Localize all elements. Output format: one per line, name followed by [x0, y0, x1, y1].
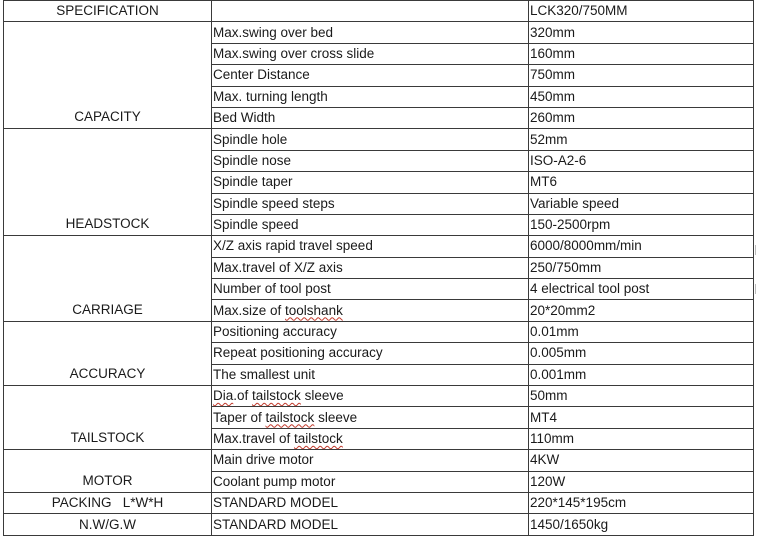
spec-item-label: Positioning accuracy	[212, 321, 529, 342]
spec-item-value: 160mm	[529, 43, 754, 64]
spec-item-value: 450mm	[529, 86, 754, 107]
spec-item-value: ISO-A2-6	[529, 150, 754, 171]
spec-item-value: 1450/1650kg	[529, 514, 754, 535]
section-label-packing-l-w-h: PACKING L*W*H	[4, 492, 212, 513]
spec-item-label: STANDARD MODEL	[212, 514, 529, 535]
spec-row-positioning-accuracy	[4, 321, 754, 342]
spec-item-label: Coolant pump motor	[212, 471, 529, 492]
spec-item-value: 320mm	[529, 22, 754, 43]
spec-item-label: Max.size of toolshank	[212, 300, 529, 321]
spec-item-label: STANDARD MODEL	[212, 492, 529, 513]
specification-table	[3, 0, 754, 536]
spec-row-max-swing-over-bed	[4, 22, 754, 43]
spec-item-label: Spindle nose	[212, 150, 529, 171]
spec-row-main-drive-motor	[4, 450, 754, 471]
spec-item-value: 220*145*195cm	[529, 492, 754, 513]
section-label-accuracy: ACCURACY	[4, 321, 212, 385]
header-row	[4, 1, 754, 22]
spec-item-label: Max.travel of X/Z axis	[212, 257, 529, 278]
spec-row-x-z-axis-rapid-travel-speed	[4, 236, 754, 257]
section-label-carriage: CARRIAGE	[4, 236, 212, 322]
spec-item-label: Main drive motor	[212, 450, 529, 471]
spec-item-label: Taper of tailstock sleeve	[212, 407, 529, 428]
spec-item-label: Spindle speed	[212, 214, 529, 235]
spec-item-value: MT6	[529, 172, 754, 193]
spec-item-label: Spindle hole	[212, 129, 529, 150]
spec-row-packing-l-w-h	[4, 492, 754, 513]
spec-item-value: 0.001mm	[529, 364, 754, 385]
header-item-cell	[212, 1, 529, 22]
spec-item-value: 52mm	[529, 129, 754, 150]
specification-table-body	[4, 1, 754, 536]
spec-item-label: Max.swing over bed	[212, 22, 529, 43]
spec-item-label: The smallest unit	[212, 364, 529, 385]
spec-item-value: 250/750mm	[529, 257, 754, 278]
spec-item-label: Dia.of tailstock sleeve	[212, 386, 529, 407]
spec-item-label: Repeat positioning accuracy	[212, 343, 529, 364]
spec-row-n-w-g-w	[4, 514, 754, 535]
spec-row-dia-of-tailstock-sleeve	[4, 386, 754, 407]
spec-item-value: 110mm	[529, 428, 754, 449]
spec-item-value: 750mm	[529, 65, 754, 86]
spec-item-value: 120W	[529, 471, 754, 492]
model-value-cell: LCK320/750MM	[529, 1, 754, 22]
spec-item-value: 150-2500rpm	[529, 214, 754, 235]
spec-item-label: Max.swing over cross slide	[212, 43, 529, 64]
spec-item-value: 20*20mm2	[529, 300, 754, 321]
spec-item-label: Max.travel of tailstock	[212, 428, 529, 449]
spec-item-label: Number of tool post	[212, 279, 529, 300]
spec-item-label: Center Distance	[212, 65, 529, 86]
spec-row-spindle-hole	[4, 129, 754, 150]
section-label-n-w-g-w: N.W/G.W	[4, 514, 212, 535]
spec-item-label: Max. turning length	[212, 86, 529, 107]
section-label-headstock: HEADSTOCK	[4, 129, 212, 236]
spec-item-value: 0.005mm	[529, 343, 754, 364]
section-label-capacity: CAPACITY	[4, 22, 212, 129]
spec-item-value: 4 electrical tool post	[529, 279, 754, 300]
spec-item-label: Spindle speed steps	[212, 193, 529, 214]
section-label-tailstock: TAILSTOCK	[4, 386, 212, 450]
right-edge-mark-2	[755, 284, 756, 294]
specification-header-cell: SPECIFICATION	[4, 1, 212, 22]
spec-item-value: 50mm	[529, 386, 754, 407]
spec-item-value: 260mm	[529, 107, 754, 128]
spec-item-label: Spindle taper	[212, 172, 529, 193]
spec-item-value: 0.01mm	[529, 321, 754, 342]
right-edge-mark-1	[755, 245, 756, 255]
spec-item-value: Variable speed	[529, 193, 754, 214]
spec-item-value: MT4	[529, 407, 754, 428]
spec-item-value: 4KW	[529, 450, 754, 471]
spec-item-label: X/Z axis rapid travel speed	[212, 236, 529, 257]
spec-item-label: Bed Width	[212, 107, 529, 128]
section-label-motor: MOTOR	[4, 450, 212, 493]
spec-item-value: 6000/8000mm/min	[529, 236, 754, 257]
